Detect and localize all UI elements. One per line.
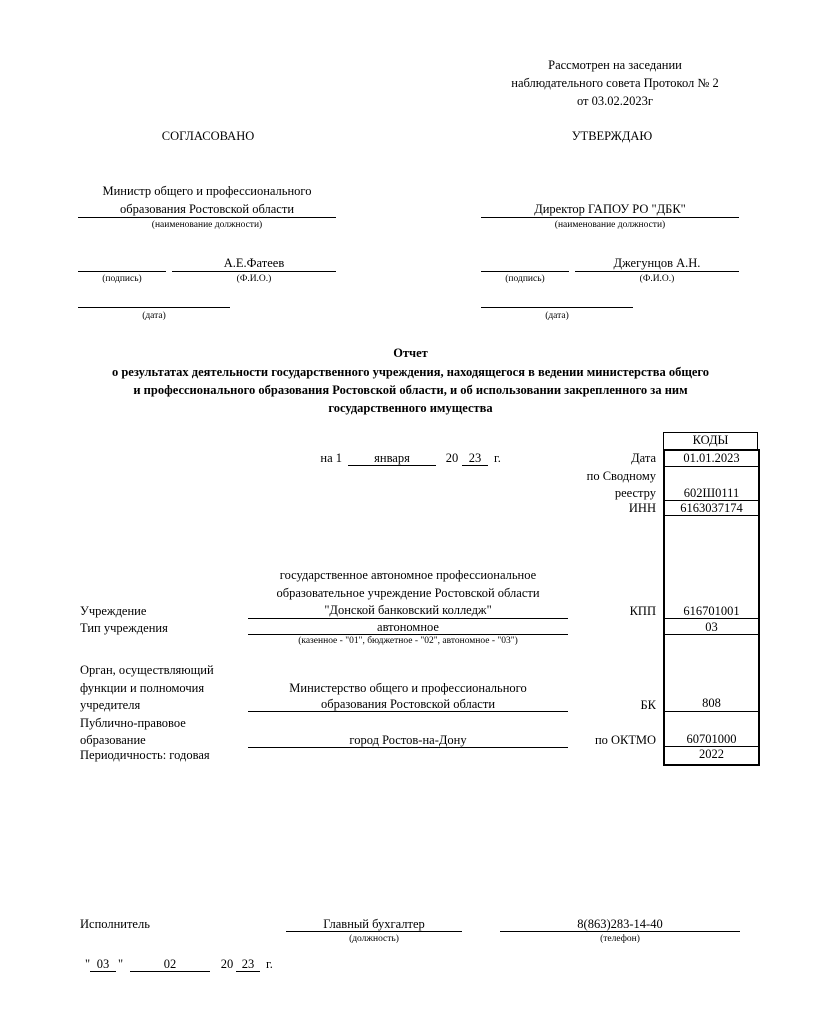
executor-position: Главный бухгалтер	[323, 917, 425, 931]
executor-month-underline	[130, 971, 210, 972]
executor-quote-close: "	[118, 957, 124, 971]
codes-registry-value: 602Ш0111	[683, 486, 740, 500]
executor-phone: 8(863)283-14-40	[577, 917, 663, 931]
type-underline	[248, 634, 568, 635]
type-value: автономное	[377, 620, 439, 634]
codes-oktmo-value: 60701000	[686, 732, 737, 746]
right-fio-caption: (Ф.И.О.)	[639, 274, 675, 284]
right-sign-caption: (подпись)	[505, 274, 545, 284]
approval-note-line1: Рассмотрен на заседании	[548, 58, 682, 72]
type-label: Тип учреждения	[80, 621, 168, 635]
codes-period-value: 2022	[699, 747, 724, 761]
codes-kpp-label: КПП	[629, 604, 656, 618]
executor-year-underline	[236, 971, 260, 972]
executor-phone-underline	[500, 931, 740, 932]
executor-year-prefix: 20	[220, 957, 234, 971]
executor-position-caption: (должность)	[349, 934, 399, 944]
approval-note-line2: наблюдательного совета Протокол № 2	[511, 76, 719, 90]
approved-heading: УТВЕРЖДАЮ	[571, 129, 653, 143]
codes-row-divider	[665, 466, 758, 467]
organ-name-line2: образования Ростовской области	[320, 697, 496, 711]
codes-row-divider	[665, 515, 758, 516]
right-fio-underline	[575, 271, 739, 272]
entity-label-line1: Публично-правовое	[80, 716, 186, 730]
codes-date-label: Дата	[631, 451, 656, 465]
organ-label-line2: функции и полномочия	[80, 681, 205, 695]
codes-oktmo-label: по ОКТМО	[594, 733, 656, 747]
left-position-caption: (наименование должности)	[151, 220, 263, 230]
codes-row-divider	[665, 634, 758, 635]
right-sign-underline	[481, 271, 569, 272]
codes-registry-label2: реестру	[614, 486, 656, 500]
organ-name-line1: Министерство общего и профессионального	[289, 681, 527, 695]
report-title: Отчет	[393, 346, 428, 360]
institution-underline	[248, 618, 568, 619]
executor-position-underline	[286, 931, 462, 932]
institution-name-line2: образовательное учреждение Ростовской области	[276, 586, 540, 600]
codes-inn-value: 6163037174	[680, 501, 743, 515]
date-year-prefix: 20	[445, 451, 459, 465]
executor-quote-open: "	[85, 957, 91, 971]
codes-type-value: 03	[705, 620, 718, 634]
left-date-caption: (дата)	[142, 311, 166, 321]
right-position: Директор ГАПОУ РО "ДБК"	[534, 202, 686, 216]
codes-bk-value: 808	[702, 696, 721, 710]
executor-year: 23	[241, 957, 255, 971]
left-fio-caption: (Ф.И.О.)	[236, 274, 272, 284]
codes-inn-label: ИНН	[628, 501, 656, 515]
right-fio: Джегунцов А.Н.	[613, 256, 701, 270]
left-position-underline	[78, 217, 336, 218]
right-date-underline	[481, 307, 633, 308]
left-sign-underline	[78, 271, 166, 272]
executor-label: Исполнитель	[80, 917, 150, 931]
institution-name-line3: "Донской банковский колледж"	[324, 603, 492, 617]
codes-date-value: 01.01.2023	[683, 451, 740, 465]
date-prefix: на 1	[320, 451, 342, 465]
executor-date-suffix: г.	[266, 957, 273, 971]
report-subtitle-line3: государственного имущества	[328, 401, 493, 415]
executor-phone-caption: (телефон)	[600, 934, 640, 944]
entity-value: город Ростов-на-Дону	[349, 733, 467, 747]
date-month: января	[374, 451, 410, 465]
left-sign-caption: (подпись)	[102, 274, 142, 284]
organ-underline	[248, 711, 568, 712]
codes-kpp-value: 616701001	[683, 604, 740, 618]
codes-bk-label: БК	[640, 698, 656, 712]
right-date-caption: (дата)	[545, 311, 569, 321]
agreed-heading: СОГЛАСОВАНО	[161, 129, 255, 143]
codes-row-divider	[665, 711, 758, 712]
date-year: 23	[468, 451, 482, 465]
institution-label: Учреждение	[80, 604, 147, 618]
right-position-underline	[481, 217, 739, 218]
organ-label-line3: учредителя	[80, 698, 141, 712]
date-year-underline	[462, 465, 488, 466]
executor-month: 02	[163, 957, 177, 971]
organ-label-line1: Орган, осуществляющий	[80, 663, 214, 677]
approval-note-line3: от 03.02.2023г	[576, 94, 654, 108]
left-date-underline	[78, 307, 230, 308]
report-subtitle-line2: и профессионального образования Ростовской области, и об использовании закрепленного за ним	[133, 383, 688, 397]
date-suffix: г.	[494, 451, 501, 465]
executor-day-underline	[90, 971, 116, 972]
left-fio: А.Е.Фатеев	[223, 256, 285, 270]
right-position-caption: (наименование должности)	[554, 220, 666, 230]
type-hint: (казенное - "01", бюджетное - "02", автономное - "03")	[298, 636, 518, 646]
left-position-line1: Министр общего и профессионального	[102, 184, 312, 198]
left-fio-underline	[172, 271, 336, 272]
codes-row-divider	[665, 618, 758, 619]
left-position-line2: образования Ростовской области	[119, 202, 295, 216]
date-month-underline	[348, 465, 436, 466]
institution-name-line1: государственное автономное профессиональное	[279, 568, 537, 582]
executor-day: 03	[96, 957, 110, 971]
period-label: Периодичность: годовая	[80, 748, 210, 762]
codes-header: КОДЫ	[663, 432, 758, 449]
entity-label-line2: образование	[80, 733, 146, 747]
entity-underline	[248, 747, 568, 748]
report-subtitle-line1: о результатах деятельности государственного учреждения, находящегося в ведении министерства общего	[111, 365, 710, 379]
codes-registry-label1: по Сводному	[586, 469, 656, 483]
